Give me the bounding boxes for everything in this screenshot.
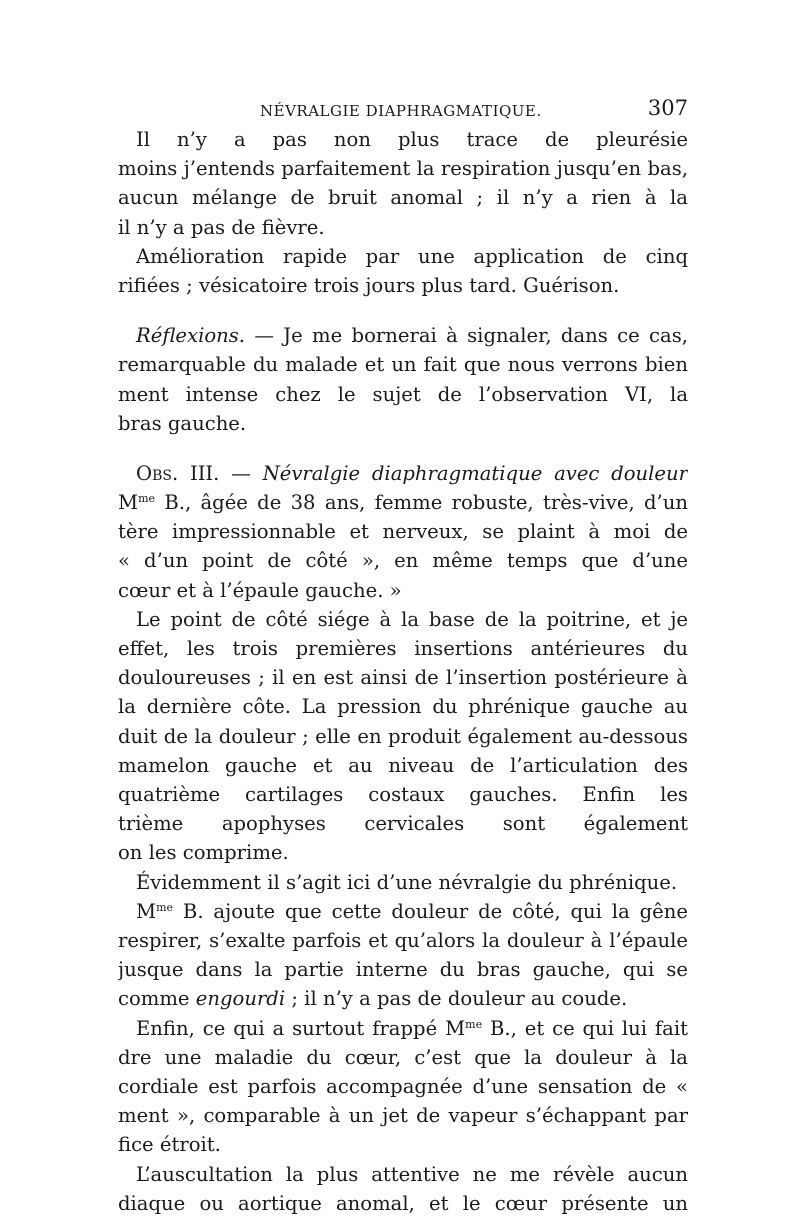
text-line: bras gauche. — [118, 411, 247, 435]
text-line — [118, 321, 688, 350]
observation-label: Obs. III. — [136, 461, 220, 485]
text-line: effet, les trois premières insertions antérieures du — [118, 637, 688, 661]
paragraph-observation-3 — [118, 459, 688, 605]
paragraph-2 — [118, 242, 688, 300]
text-run: B. ajoute que cette douleur de côté, qui la gêne — [182, 899, 688, 923]
paragraph-7 — [118, 897, 688, 1014]
text-line: ment intense chez le sujet de l’observation VI, la — [118, 382, 688, 406]
paragraph-gap — [118, 300, 688, 321]
text-line: quatrième cartilages costaux gauches. Enfin les — [118, 783, 688, 806]
running-header — [118, 96, 688, 122]
text-run: Enfin, ce qui a surtout frappé M — [136, 1016, 466, 1040]
text-run: M — [118, 491, 139, 515]
text-line — [118, 1014, 688, 1043]
text-line: il n’y a pas de fièvre. — [118, 215, 325, 239]
paragraph-9 — [118, 1160, 688, 1218]
running-title: NÉVRALGIE DIAPHRAGMATIQUE. — [260, 102, 542, 120]
text-line: tère impressionnable et nerveux, se plaint à moi de — [118, 520, 688, 544]
paragraph-gap — [118, 438, 688, 459]
body-text — [118, 125, 688, 1218]
text-run: B., âgée de 38 ans, femme robuste, très-vive, d’un — [164, 491, 688, 515]
observation-title: Névralgie diaphragmatique avec douleur — [262, 461, 688, 485]
text-line: Le point de côté siége à la base de la poitrine, et je — [136, 607, 688, 631]
text-line: diaque ou aortique anomal, et le cœur présente un — [118, 1191, 688, 1215]
paragraph-1 — [118, 125, 688, 242]
superscript: me — [138, 492, 156, 506]
text-line: rifiées ; vésicatoire trois jours plus tard. Guérison. — [118, 273, 620, 297]
text-line: on les comprime. — [118, 841, 289, 865]
text-line: « d’un point de côté », en même temps que d’une — [118, 549, 688, 573]
paragraph-6 — [118, 868, 688, 897]
text-line — [118, 897, 688, 926]
text-line: cœur et à l’épaule gauche. » — [118, 578, 402, 602]
text-line: Évidemment il s’agit ici d’une névralgie du phrénique. — [136, 870, 678, 894]
text-line: dre une maladie du cœur, c’est que la douleur à la — [118, 1045, 688, 1069]
text-run: — — [219, 461, 263, 485]
text-line — [118, 459, 688, 488]
superscript: me — [465, 1017, 483, 1031]
text-line: Amélioration rapide par une application de cinq — [136, 244, 688, 268]
text-line — [118, 984, 688, 1013]
text-line: mamelon gauche et au niveau de l’articulation des — [118, 753, 688, 777]
text-run: M — [136, 899, 157, 923]
text-line: fice étroit. — [118, 1133, 221, 1157]
text-line: duit de la douleur ; elle en produit également au-dessous — [118, 724, 688, 748]
text-line: remarquable du malade et un fait que nous verrons bien — [118, 353, 688, 377]
reflexions-heading: Réflexions. — [136, 324, 246, 348]
text-run: — Je me bornerai à signaler, dans ce cas, — [254, 324, 688, 348]
paragraph-5 — [118, 605, 688, 868]
text-line: jusque dans la partie interne du bras gauche, qui se — [118, 958, 688, 982]
italic-word: engourdi — [195, 987, 286, 1011]
text-run: comme — [118, 987, 196, 1011]
text-run: B., et ce qui lui fait — [489, 1016, 688, 1040]
text-line: moins j’entends parfaitement la respiration jusqu’en bas, — [118, 157, 688, 181]
paragraph-8 — [118, 1014, 688, 1160]
superscript: me — [156, 900, 174, 914]
text-line: L’auscultation la plus attentive ne me révèle aucun — [136, 1162, 688, 1186]
text-line: la dernière côte. La pression du phrénique gauche au — [118, 695, 688, 719]
text-line: douloureuses ; il en est ainsi de l’insertion postérieure à — [118, 666, 688, 690]
text-line: trième apophyses cervicales sont également — [118, 812, 688, 836]
text-line: aucun mélange de bruit anomal ; il n’y a rien à la — [118, 186, 688, 210]
page-number: 307 — [647, 96, 688, 120]
text-line — [118, 488, 688, 517]
paragraph-reflexions — [118, 321, 688, 438]
text-line: respirer, s’exalte parfois et qu’alors la douleur à l’épaule — [118, 928, 688, 952]
text-line: ment », comparable à un jet de vapeur s’échappant par — [118, 1104, 688, 1128]
text-line: Il n’y a pas non plus trace de pleurésie — [136, 128, 688, 151]
text-run: ; il n’y a pas de douleur au coude. — [285, 987, 628, 1011]
text-line: cordiale est parfois accompagnée d’une sensation de « — [118, 1074, 688, 1098]
